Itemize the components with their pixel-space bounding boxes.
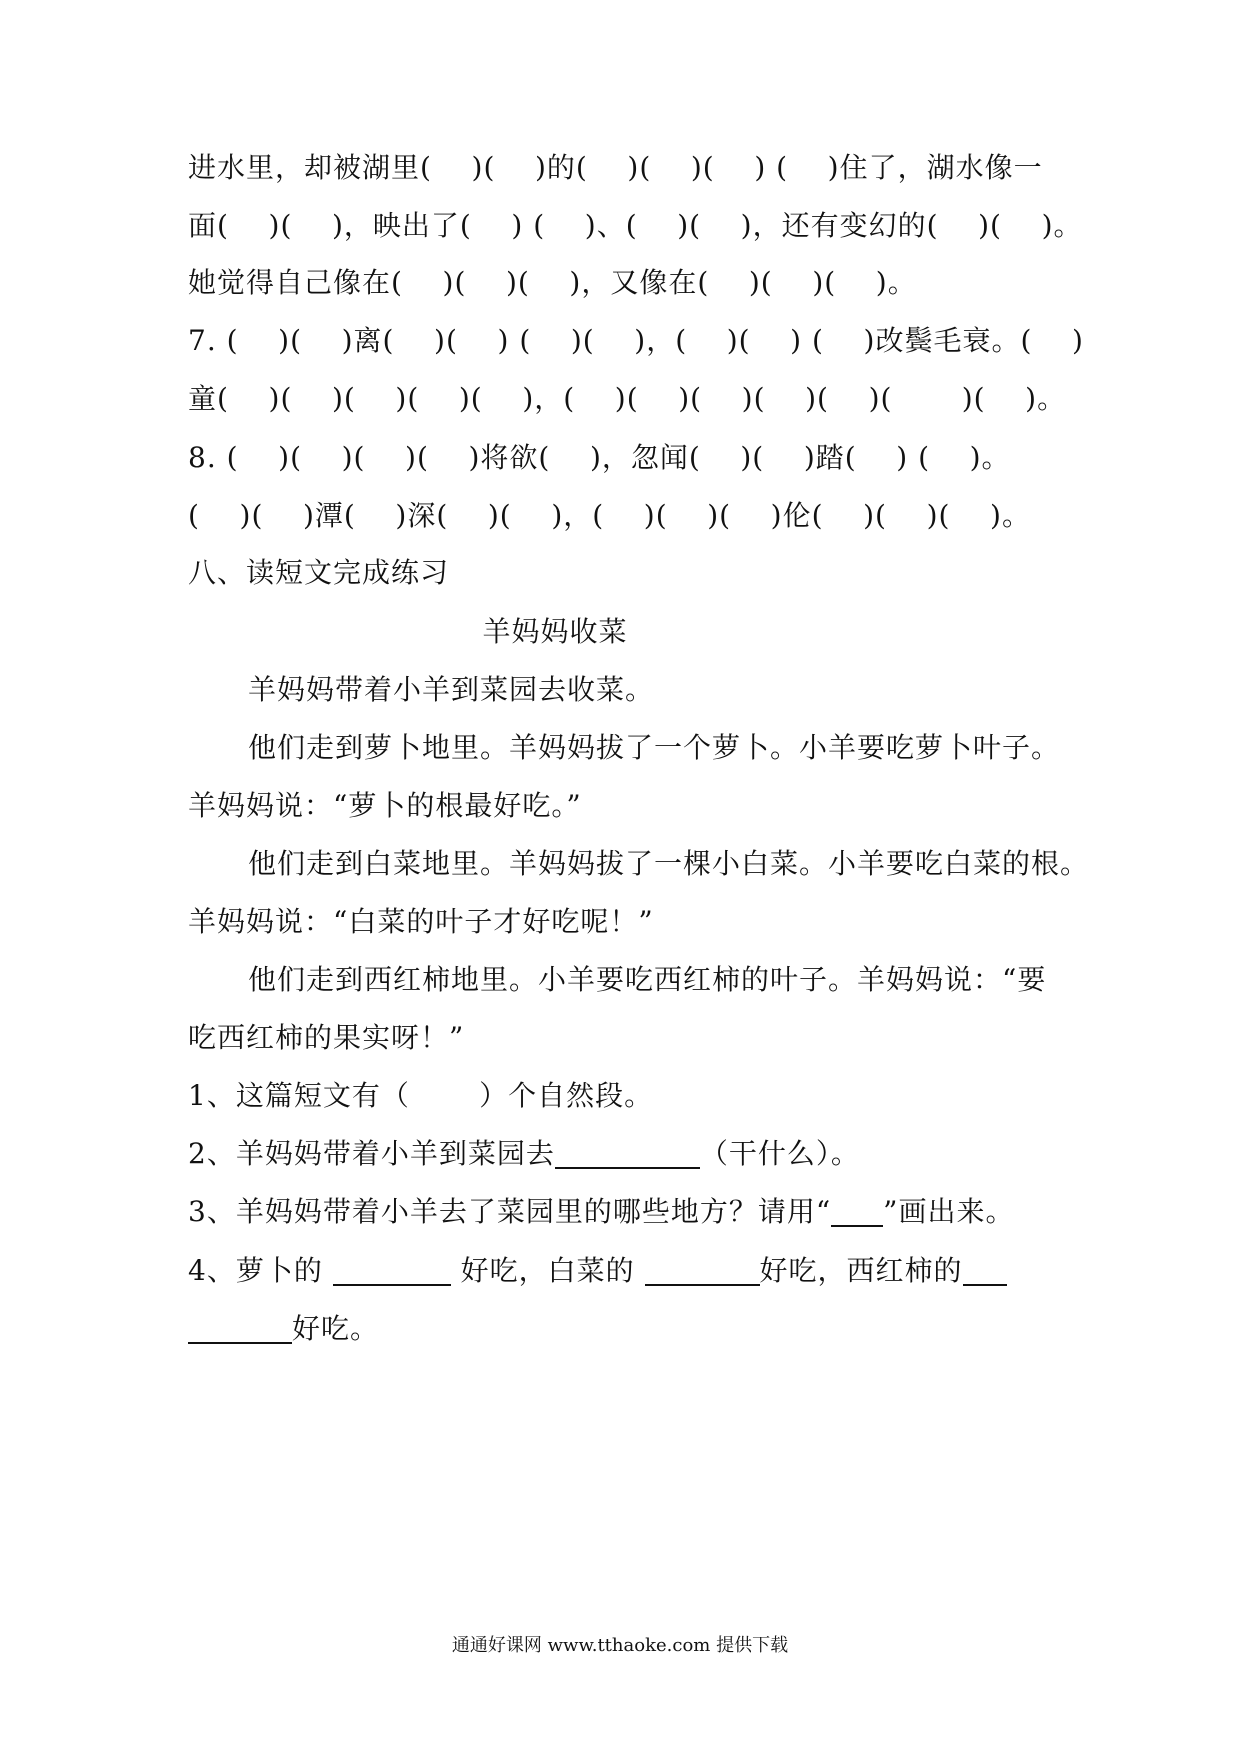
story-paragraph-4-cont: 吃西红柿的果实呀！” [188, 1021, 465, 1054]
story-paragraph-3: 他们走到白菜地里。羊妈妈拔了一棵小白菜。小羊要吃白菜的根。 [248, 847, 1090, 880]
story-paragraph-2: 他们走到萝卜地里。羊妈妈拔了一个萝卜。小羊要吃萝卜叶子。 [248, 731, 1061, 764]
fill-blank-line-6: 8. ( )( )( )( )将欲( )，忽闻( )( )踏( ) ( )。 [188, 441, 1011, 474]
fill-blank-line-4: 7. ( )( )离( )( ) ( )( )，( )( ) ( )改鬓毛衰。( ) [188, 324, 1084, 357]
question-3 [188, 1192, 1068, 1232]
answer-blank-4c[interactable] [963, 1254, 1007, 1286]
question-4 [188, 1251, 1068, 1291]
fill-blank-line-2: 面( )( )，映出了( ) ( )、( )( )，还有变幻的( )( )。 [188, 209, 1083, 242]
question-3-text: 3、羊妈妈带着小羊去了菜园里的哪些地方？请用“ [188, 1195, 832, 1228]
question-4-part-d: 好吃。 [292, 1312, 380, 1345]
answer-blank-4b[interactable] [645, 1254, 760, 1286]
footer-credit: 通通好课网 www.tthaoke.com 提供下载 [451, 1635, 789, 1656]
story-paragraph-3-cont: 羊妈妈说：“白菜的叶子才好吃呢！” [188, 905, 654, 938]
question-4-part-b: 好吃，白菜的 [450, 1254, 645, 1287]
fill-blank-line-1: 进水里，却被湖里( )( )的( )( )( ) ( )住了，湖水像一 [188, 151, 1043, 184]
story-title: 羊妈妈收菜 [482, 615, 628, 648]
fill-blank-line-7: ( )( )潭( )深( )( )，( )( )( )伦( )( )( )。 [188, 499, 1031, 532]
story-paragraph-2-cont: 羊妈妈说：“萝卜的根最好吃。” [188, 789, 582, 822]
question-2 [188, 1134, 1068, 1174]
question-2-text: 2、羊妈妈带着小羊到菜园去 [188, 1137, 555, 1170]
fill-blank-line-3: 她觉得自己像在( )( )( )，又像在( )( )( )。 [188, 266, 917, 299]
question-4-cont [188, 1309, 1068, 1349]
question-4-part-a: 4、萝卜的 [188, 1254, 333, 1287]
fill-blank-line-5: 童( )( )( )( )( )，( )( )( )( )( )( )( )。 [188, 382, 1067, 415]
question-2-suffix: （干什么）。 [699, 1137, 860, 1170]
answer-blank-4a[interactable] [333, 1254, 451, 1286]
story-paragraph-1: 羊妈妈带着小羊到菜园去收菜。 [248, 673, 655, 706]
story-paragraph-4: 他们走到西红柿地里。小羊要吃西红柿的叶子。羊妈妈说：“要 [248, 963, 1047, 996]
question-3-suffix: ”画出来。 [883, 1195, 1015, 1228]
question-4-part-c: 好吃，西红柿的 [759, 1254, 963, 1287]
question-1: 1、这篇短文有（ ）个自然段。 [188, 1079, 654, 1112]
answer-blank-2[interactable] [555, 1137, 700, 1169]
underline-sample [831, 1195, 883, 1227]
answer-blank-4c-cont[interactable] [188, 1312, 292, 1344]
section-heading: 八、读短文完成练习 [188, 556, 450, 589]
